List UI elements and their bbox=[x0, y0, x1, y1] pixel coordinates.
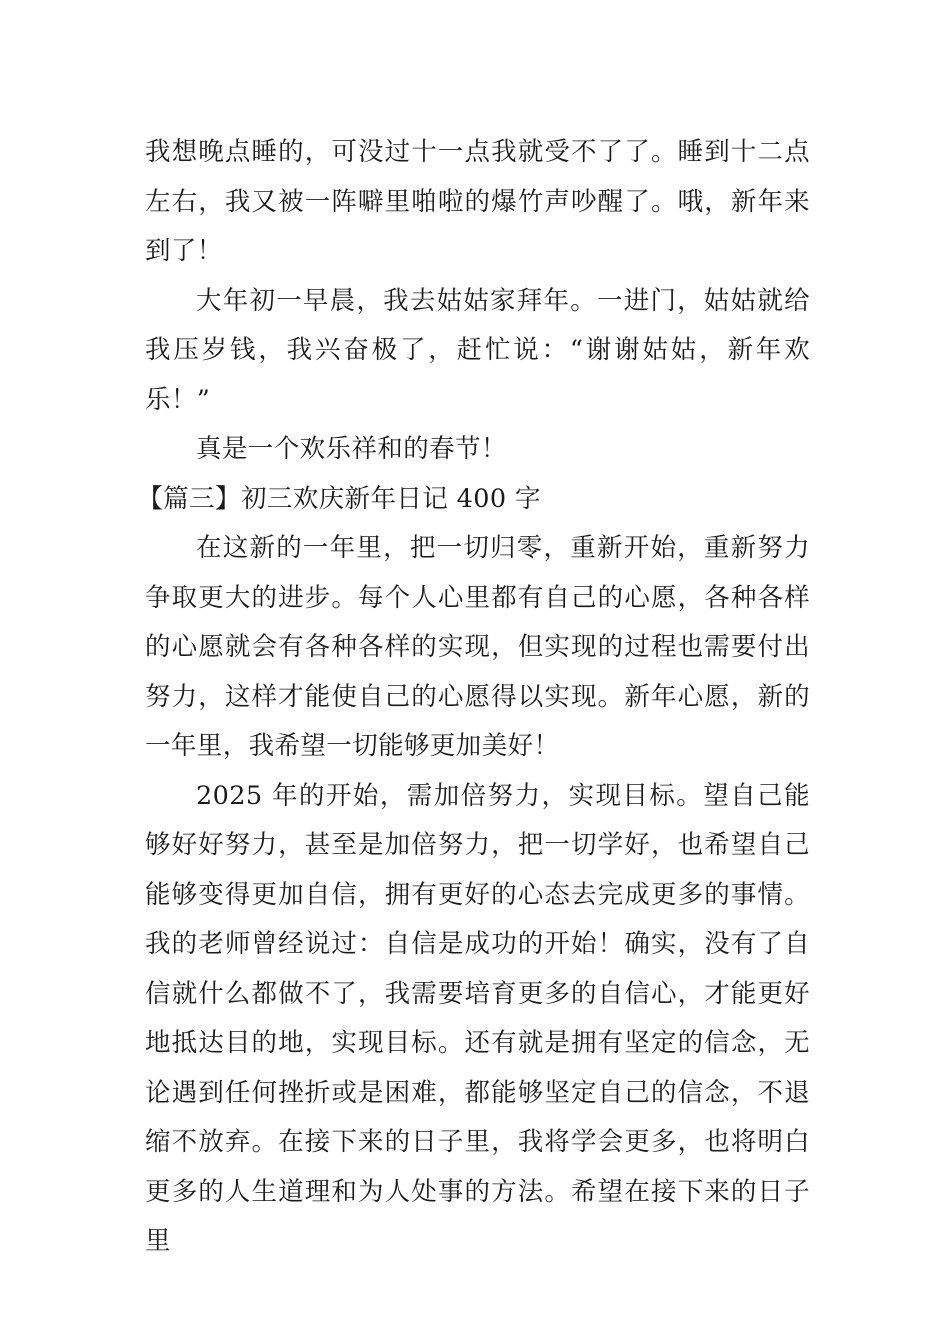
document-body bbox=[137, 128, 810, 1267]
paragraph-new-year-visit: 大年初一早晨，我去姑姑家拜年。一进门，姑姑就给我压岁钱，我兴奋极了，赶忙说：“谢谢姑姑，新年欢乐！” bbox=[145, 285, 810, 415]
paragraph-continuation: 我想晚点睡的，可没过十一点我就受不了了。睡到十二点左右，我又被一阵噼里啪啦的爆竹声吵醒了。哦，新年来到了！ bbox=[145, 137, 810, 266]
paragraph-festival-summary: 真是一个欢乐祥和的春节！ bbox=[196, 434, 507, 464]
paragraph-new-year-wish: 在这新的一年里，把一切归零，重新开始，重新努力争取更大的进步。每个人心里都有自己的心愿，各种各样的心愿就会有各种各样的实现，但实现的过程也需要付出努力，这样才能使自己的心愿得以实现。新年心愿，新的一年里，我希望一切能够更加美好！ bbox=[145, 533, 810, 761]
section-heading: 【篇三】初三欢庆新年日记 400 字 bbox=[137, 483, 541, 514]
paragraph-goals: 2025 年的开始，需加倍努力，实现目标。望自己能够好好努力，甚至是加倍努力，把一切学好，也希望自己能够变得更加自信，拥有更好的心态去完成更多的事情。我的老师曾经说过：自信是成功的开始！确实，没有了自信就什么都做不了，我需要培育更多的自信心，才能更好地抵达目的地，实现目标。还有就是拥有坚定的信念，无论遇到任何挫折或是困难，都能够坚定自己的信念，不退缩不放弃。在接下来的日子里，我将学会更多，也将明白更多的人生道理和为人处事的方法。希望在接下来的日子里 bbox=[145, 780, 810, 1256]
